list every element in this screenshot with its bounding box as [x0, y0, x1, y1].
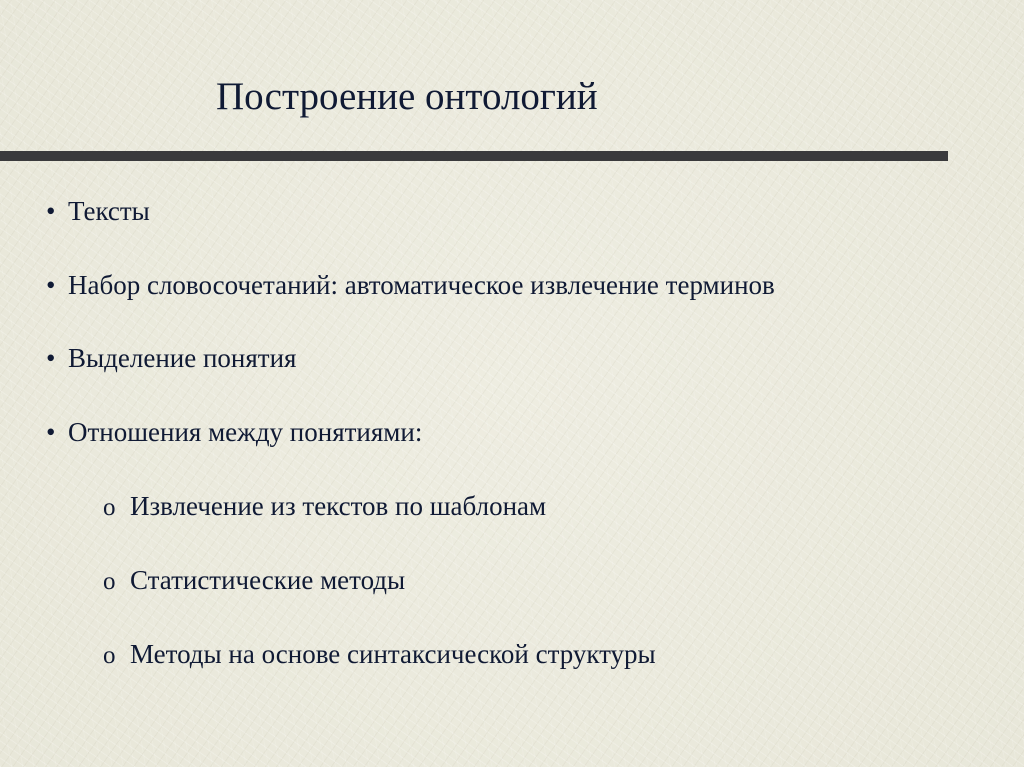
- sub-bullet-text: Извлечение из текстов по шаблонам: [130, 491, 547, 521]
- sub-bullet-text: Методы на основе синтаксической структуры: [130, 639, 656, 669]
- bullet-text: Тексты: [68, 196, 150, 226]
- bullet-marker: •: [46, 343, 56, 373]
- bullet-marker: •: [46, 417, 56, 447]
- sub-bullet-item: [103, 488, 546, 526]
- bullet-item: [46, 193, 150, 229]
- bullet-text: Отношения между понятиями:: [68, 417, 423, 447]
- title-divider: [0, 151, 948, 161]
- bullet-marker: •: [46, 270, 56, 300]
- sub-bullet-marker: o: [103, 494, 116, 521]
- bullet-text: Выделение понятия: [68, 343, 297, 373]
- bullet-marker: •: [46, 196, 56, 226]
- slide-title: Построение онтологий: [216, 75, 598, 118]
- bullet-text: Набор словосочетаний: автоматическое извлечение терминов: [68, 270, 775, 300]
- bullet-item: [46, 414, 422, 450]
- bullet-item: [46, 340, 296, 376]
- bullet-item: [46, 267, 775, 303]
- sub-bullet-marker: o: [103, 642, 116, 669]
- sub-bullet-text: Статистические методы: [130, 565, 406, 595]
- sub-bullet-item: [103, 562, 405, 600]
- sub-bullet-item: [103, 636, 656, 674]
- sub-bullet-marker: o: [103, 568, 116, 595]
